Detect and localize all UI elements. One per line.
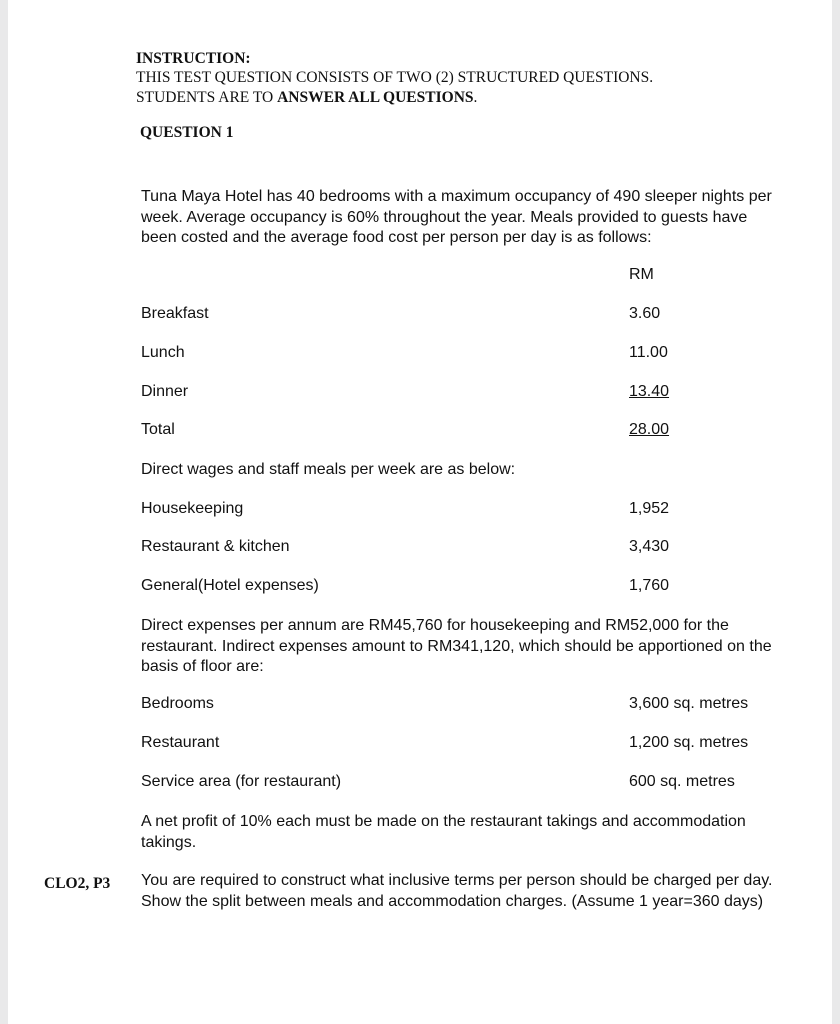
instruction-title: INSTRUCTION: — [136, 50, 251, 67]
area-value-service: 600 sq. metres — [629, 773, 735, 790]
instruction-line-1: THIS TEST QUESTION CONSISTS OF TWO (2) STRUCTURED QUESTIONS. — [136, 69, 654, 86]
area-label-bedrooms: Bedrooms — [141, 695, 214, 712]
meal-value-breakfast: 3.60 — [629, 305, 661, 322]
wages-intro: Direct wages and staff meals per week are as below: — [141, 461, 516, 478]
wage-value-general: 1,760 — [629, 577, 670, 594]
meal-value-lunch: 11.00 — [629, 344, 668, 361]
currency-header: RM — [629, 266, 654, 283]
instruction-line-2-bold: ANSWER ALL QUESTIONS — [277, 89, 474, 106]
wage-label-general: General(Hotel expenses) — [141, 577, 319, 594]
area-label-service: Service area (for restaurant) — [141, 773, 342, 790]
meal-label-breakfast: Breakfast — [141, 305, 209, 322]
profit-text: A net profit of 10% each must be made on the restaurant takings and accommodation takings. — [141, 813, 746, 851]
document-page — [8, 0, 832, 1024]
wage-value-housekeeping: 1,952 — [629, 500, 670, 517]
question-title: QUESTION 1 — [140, 124, 234, 141]
instruction-line-2 — [136, 89, 477, 107]
instruction-line-2-suffix: . — [473, 89, 478, 106]
area-label-restaurant: Restaurant — [141, 734, 220, 751]
area-value-restaurant: 1,200 sq. metres — [629, 734, 749, 751]
area-value-bedrooms: 3,600 sq. metres — [629, 695, 749, 712]
clo-label: CLO2, P3 — [44, 875, 111, 892]
question-intro: Tuna Maya Hotel has 40 bedrooms with a maximum occupancy of 490 sleeper nights per week. Average occupancy is 60% throughout the year. Meals provided to guests have been costed and the average food cost per person per day is as follows: — [141, 188, 772, 246]
instruction-line-2-prefix: STUDENTS ARE TO — [136, 89, 278, 106]
task-text: You are required to construct what inclusive terms per person should be charged per day. Show the split between meals and accommodation charges. (Assume 1 year=360 days) — [141, 872, 773, 910]
expenses-text: Direct expenses per annum are RM45,760 for housekeeping and RM52,000 for the restaurant. Indirect expenses amount to RM341,120, which should be apportioned on the basis of floor are: — [141, 617, 772, 675]
wage-value-restaurant: 3,430 — [629, 538, 670, 555]
wage-label-restaurant: Restaurant & kitchen — [141, 538, 290, 555]
wage-label-housekeeping: Housekeeping — [141, 500, 244, 517]
meal-label-lunch: Lunch — [141, 344, 185, 361]
meal-label-total: Total — [141, 421, 175, 438]
meal-value-dinner: 13.40 — [629, 383, 670, 400]
meal-label-dinner: Dinner — [141, 383, 189, 400]
meal-value-total: 28.00 — [629, 421, 670, 438]
